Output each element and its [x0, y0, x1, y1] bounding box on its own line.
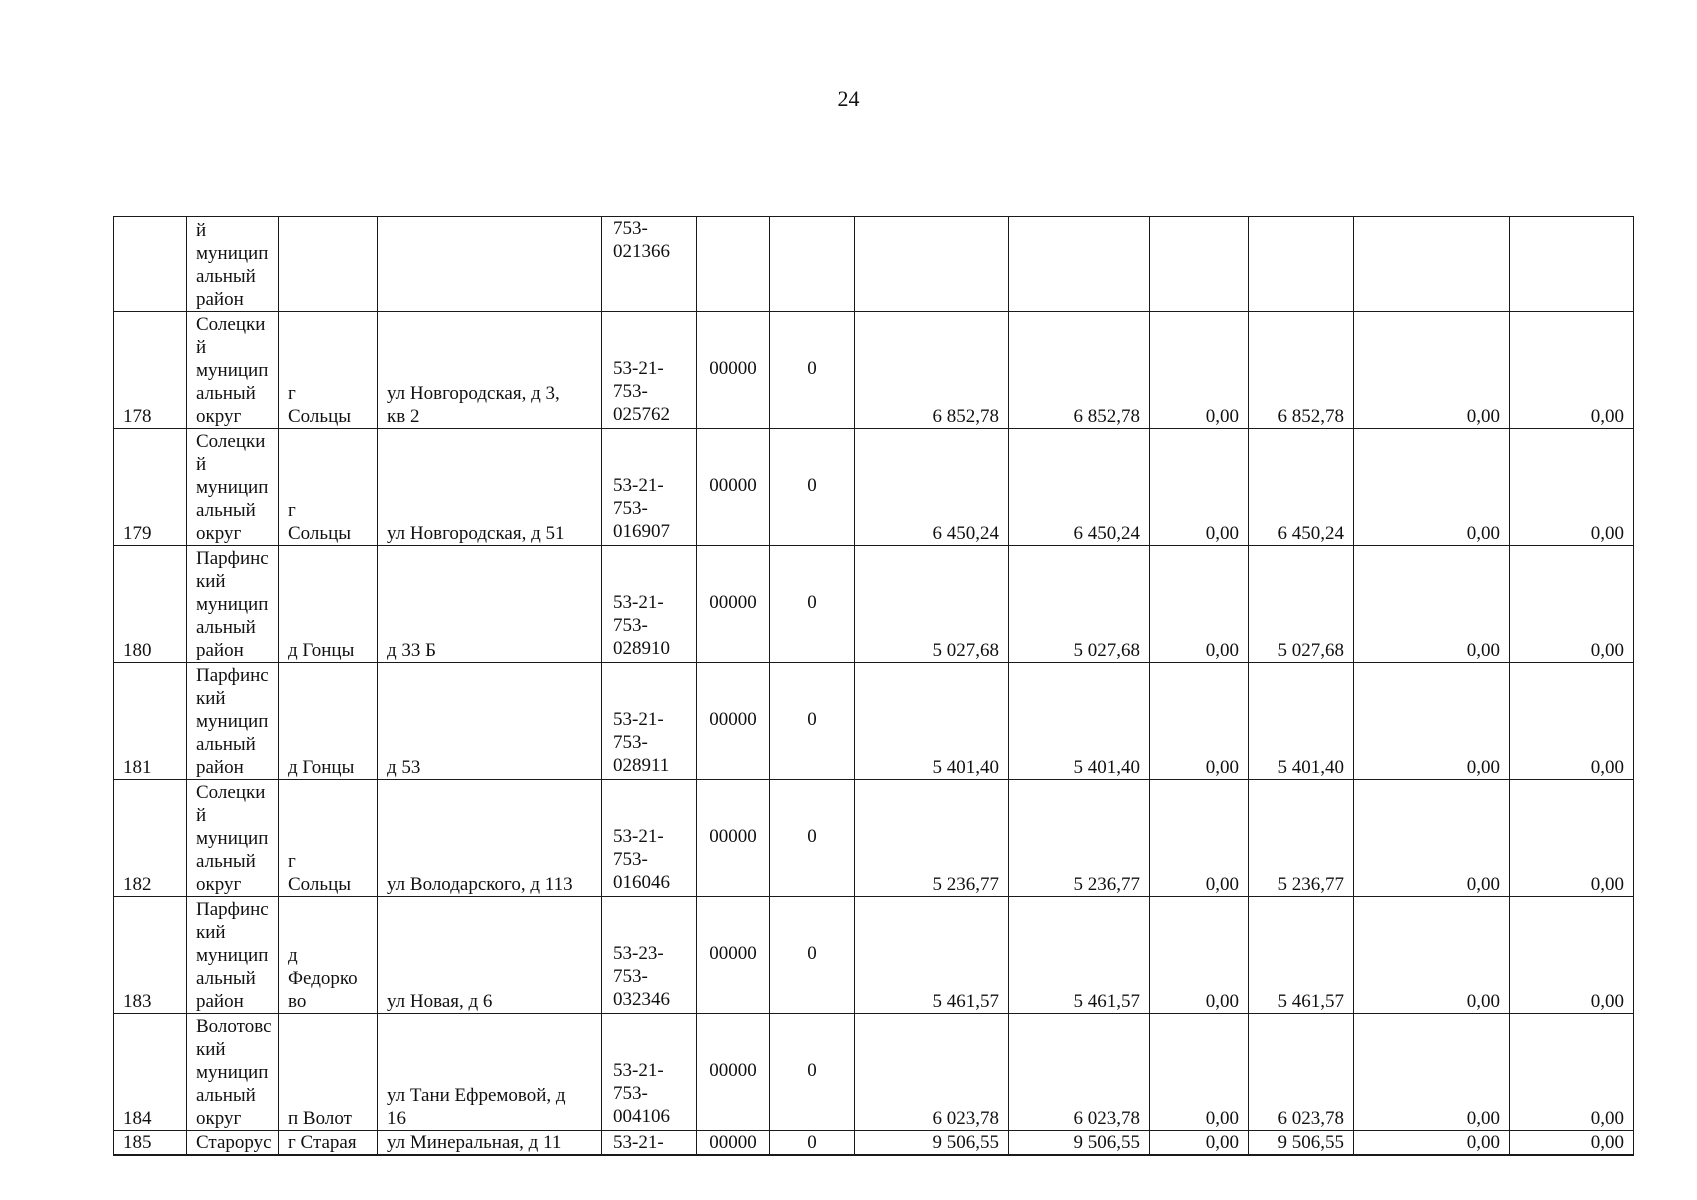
value1-cell: 6 023,78 — [855, 1014, 1009, 1131]
table-row — [114, 429, 1634, 546]
value3-cell: 0,00 — [1150, 429, 1249, 546]
value3-cell: 0,00 — [1150, 897, 1249, 1014]
district-cell: Парфинс кий муницип альный район — [187, 663, 279, 780]
row-index: 180 — [114, 546, 187, 663]
district-cell: Волотовс кий муницип альный округ — [187, 1014, 279, 1131]
value3-cell — [1150, 217, 1249, 312]
value5-cell: 0,00 — [1354, 780, 1510, 897]
code-cell: 53-21- 753- 016046 — [602, 780, 697, 897]
field1-cell: 00000 — [697, 312, 770, 429]
row-index: 179 — [114, 429, 187, 546]
value3-cell: 0,00 — [1150, 1014, 1249, 1131]
table-row — [114, 663, 1634, 780]
value6-cell: 0,00 — [1510, 546, 1634, 663]
table-row — [114, 1014, 1634, 1131]
value1-cell: 5 461,57 — [855, 897, 1009, 1014]
settlement-cell: д Гонцы — [279, 546, 378, 663]
field1-cell: 00000 — [697, 663, 770, 780]
district-cell: й муницип альный район — [187, 217, 279, 312]
value3-cell: 0,00 — [1150, 780, 1249, 897]
value2-cell — [1009, 217, 1150, 312]
value6-cell: 0,00 — [1510, 1131, 1634, 1156]
value5-cell: 0,00 — [1354, 1014, 1510, 1131]
settlement-cell: г Сольцы — [279, 780, 378, 897]
field1-cell: 00000 — [697, 546, 770, 663]
address-cell: ул Новгородская, д 3, кв 2 — [378, 312, 602, 429]
value5-cell: 0,00 — [1354, 663, 1510, 780]
value1-cell: 9 506,55 — [855, 1131, 1009, 1156]
page-number: 24 — [837, 86, 860, 111]
district-cell: Старорус — [187, 1131, 279, 1156]
value1-cell: 5 027,68 — [855, 546, 1009, 663]
value2-cell: 5 461,57 — [1009, 897, 1150, 1014]
value1-cell: 5 236,77 — [855, 780, 1009, 897]
value6-cell: 0,00 — [1510, 429, 1634, 546]
value2-cell: 5 027,68 — [1009, 546, 1150, 663]
row-index: 178 — [114, 312, 187, 429]
value3-cell: 0,00 — [1150, 312, 1249, 429]
value2-cell: 6 023,78 — [1009, 1014, 1150, 1131]
address-cell: д 33 Б — [378, 546, 602, 663]
value2-cell: 9 506,55 — [1009, 1131, 1150, 1156]
code-cell: 53-21- 753- 016907 — [602, 429, 697, 546]
field1-cell: 00000 — [697, 780, 770, 897]
value6-cell — [1510, 217, 1634, 312]
code-cell: 53-21- 753- 028911 — [602, 663, 697, 780]
settlement-cell: д Федорко во — [279, 897, 378, 1014]
table-row — [114, 546, 1634, 663]
row-index: 181 — [114, 663, 187, 780]
row-index: 182 — [114, 780, 187, 897]
code-cell: 53-21- 753- 028910 — [602, 546, 697, 663]
address-cell — [378, 217, 602, 312]
value2-cell: 5 236,77 — [1009, 780, 1150, 897]
value2-cell: 6 450,24 — [1009, 429, 1150, 546]
table-row — [114, 897, 1634, 1014]
settlement-cell: п Волот — [279, 1014, 378, 1131]
value1-cell: 6 852,78 — [855, 312, 1009, 429]
address-cell: ул Новгородская, д 51 — [378, 429, 602, 546]
field2-cell: 0 — [770, 312, 855, 429]
code-cell: 53-23- 753- 032346 — [602, 897, 697, 1014]
settlement-cell: г Сольцы — [279, 312, 378, 429]
value1-cell: 6 450,24 — [855, 429, 1009, 546]
field1-cell: 00000 — [697, 897, 770, 1014]
value6-cell: 0,00 — [1510, 1014, 1634, 1131]
field1-cell: 00000 — [697, 429, 770, 546]
code-cell: 53-21- 753- 025762 — [602, 312, 697, 429]
value5-cell: 0,00 — [1354, 546, 1510, 663]
value4-cell: 6 023,78 — [1249, 1014, 1354, 1131]
value4-cell: 5 027,68 — [1249, 546, 1354, 663]
row-index: 183 — [114, 897, 187, 1014]
address-cell: ул Володарского, д 113 — [378, 780, 602, 897]
settlement-cell: д Гонцы — [279, 663, 378, 780]
row-index — [114, 217, 187, 312]
district-cell: Солецки й муницип альный округ — [187, 780, 279, 897]
value4-cell: 6 450,24 — [1249, 429, 1354, 546]
value4-cell: 9 506,55 — [1249, 1131, 1354, 1156]
field2-cell: 0 — [770, 1131, 855, 1156]
field2-cell — [770, 217, 855, 312]
value3-cell: 0,00 — [1150, 1131, 1249, 1156]
field2-cell: 0 — [770, 897, 855, 1014]
value2-cell: 5 401,40 — [1009, 663, 1150, 780]
district-cell: Парфинс кий муницип альный район — [187, 546, 279, 663]
district-cell: Солецки й муницип альный округ — [187, 429, 279, 546]
field1-cell — [697, 217, 770, 312]
value6-cell: 0,00 — [1510, 780, 1634, 897]
value6-cell: 0,00 — [1510, 312, 1634, 429]
table-body — [114, 217, 1634, 1156]
table-row — [114, 780, 1634, 897]
field2-cell: 0 — [770, 1014, 855, 1131]
settlement-cell — [279, 217, 378, 312]
registry-table — [113, 216, 1634, 1156]
address-cell: д 53 — [378, 663, 602, 780]
value5-cell: 0,00 — [1354, 897, 1510, 1014]
address-cell: ул Минеральная, д 11 — [378, 1131, 602, 1156]
value5-cell: 0,00 — [1354, 312, 1510, 429]
field2-cell: 0 — [770, 780, 855, 897]
value6-cell: 0,00 — [1510, 663, 1634, 780]
table-row — [114, 312, 1634, 429]
settlement-cell: г Старая — [279, 1131, 378, 1156]
field2-cell: 0 — [770, 546, 855, 663]
district-cell: Солецки й муницип альный округ — [187, 312, 279, 429]
code-cell: 53-21- — [602, 1131, 697, 1156]
field1-cell: 00000 — [697, 1014, 770, 1131]
row-index: 184 — [114, 1014, 187, 1131]
value3-cell: 0,00 — [1150, 663, 1249, 780]
value1-cell: 5 401,40 — [855, 663, 1009, 780]
value6-cell: 0,00 — [1510, 897, 1634, 1014]
value4-cell: 5 401,40 — [1249, 663, 1354, 780]
value5-cell: 0,00 — [1354, 429, 1510, 546]
value5-cell — [1354, 217, 1510, 312]
code-cell: 53-21- 753- 004106 — [602, 1014, 697, 1131]
value4-cell: 6 852,78 — [1249, 312, 1354, 429]
address-cell: ул Тани Ефремовой, д 16 — [378, 1014, 602, 1131]
value5-cell: 0,00 — [1354, 1131, 1510, 1156]
value4-cell: 5 461,57 — [1249, 897, 1354, 1014]
district-cell: Парфинс кий муницип альный район — [187, 897, 279, 1014]
value1-cell — [855, 217, 1009, 312]
address-cell: ул Новая, д 6 — [378, 897, 602, 1014]
row-index: 185 — [114, 1131, 187, 1156]
field2-cell: 0 — [770, 663, 855, 780]
field2-cell: 0 — [770, 429, 855, 546]
field1-cell: 00000 — [697, 1131, 770, 1156]
table-row — [114, 1131, 1634, 1156]
settlement-cell: г Сольцы — [279, 429, 378, 546]
value4-cell — [1249, 217, 1354, 312]
code-cell: 753- 021366 — [602, 217, 697, 312]
table-row — [114, 217, 1634, 312]
value3-cell: 0,00 — [1150, 546, 1249, 663]
value2-cell: 6 852,78 — [1009, 312, 1150, 429]
value4-cell: 5 236,77 — [1249, 780, 1354, 897]
